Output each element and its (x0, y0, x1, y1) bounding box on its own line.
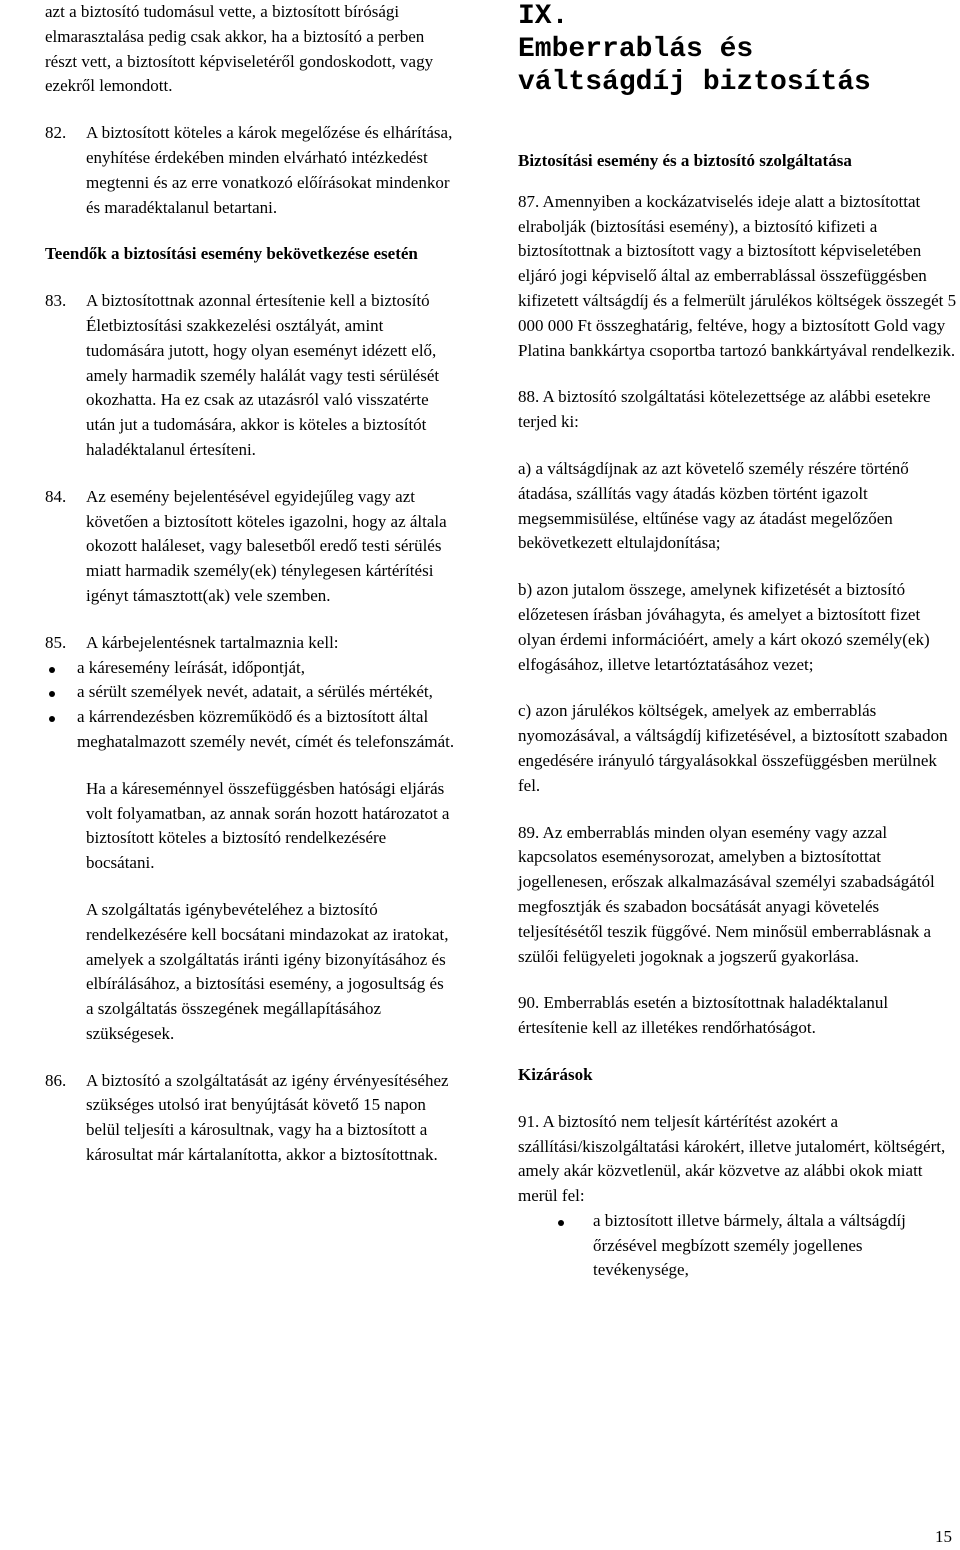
section-number: IX. (518, 1, 569, 32)
heading-duties: Teendők a biztosítási esemény bekövetkezése esetén (45, 244, 418, 264)
paragraph-91: 91. A biztosító nem teljesít kártérítést azokért a szállítási/kiszolgáltatási károkért, illetve jutalomért, költségért, amely akár közvetlenül, akár közvetve az alábbi okok miatt merül fel: (518, 1111, 946, 1206)
heading-event: Biztosítási esemény és a biztosító szolgáltatása (518, 151, 852, 170)
paragraph-83 (45, 289, 455, 463)
paragraph-authority: Ha a káreseménnyel összefüggésben hatósági eljárás volt folyamatban, az annak során hozott határozatot a biztosított köteles a biztosító rendelkezésére bocsátani. (86, 778, 450, 873)
paragraph-85 (45, 631, 455, 656)
bullet-icon (49, 691, 55, 697)
list-item: a sérült személyek nevét, adatait, a sérülés mértékét, (45, 680, 455, 705)
page-number: 15 (935, 1527, 952, 1546)
paragraph-82 (45, 121, 455, 220)
paragraph-number: 85. (45, 632, 67, 652)
paragraph-text: A kárbejelentésnek tartalmaznia kell: (86, 632, 339, 652)
section-title: Emberrablás és váltságdíj biztosítás (518, 34, 871, 98)
paragraph-90: 90. Emberrablás esetén a biztosítottnak haladéktalanul értesítenie kell az illetékes rendőrhatóságot. (518, 993, 889, 1038)
list-item: a káresemény leírását, időpontját, (45, 656, 455, 681)
list-item: a biztosított illetve bármely, általa a váltságdíj őrzésével megbízott személy jogellenes tevékenysége, (518, 1209, 960, 1283)
paragraph-number: 83. (45, 291, 67, 311)
list-item: a kárrendezésben közreműködő és a biztosított által meghatalmazott személy nevét, címét és telefonszámát. (45, 705, 455, 755)
left-column (45, 0, 455, 1168)
bullet-icon (49, 716, 55, 722)
bullet-list-85 (45, 656, 455, 755)
paragraph-text: A biztosított köteles a károk megelőzése és elhárítása, enyhítése érdekében minden elvárható intézkedést megtenni és az erre vonatkozó előírásokat mindenkor és maradéktalanul betartani. (86, 123, 453, 217)
paragraph-88a: a) a váltságdíjnak az azt követelő személy részére történő átadása, szállítás vagy átadás közben történt igazolt megsemmisülése, eltűnése vagy az átadást megelőzően bekövetkezett eltulajdonítása; (518, 458, 909, 553)
right-column (518, 0, 960, 1283)
intro-paragraph: azt a biztosító tudomásul vette, a biztosított bírósági elmarasztalása pedig csak akkor, ha a biztosító a perben részt vett, a biztosított képviseletéről gondoskodott, vagy ezekről lemondott. (45, 2, 434, 96)
paragraph-text: Az esemény bejelentésével egyidejűleg vagy azt követően a biztosított köteles igazolni, hogy az általa okozott haláleset, vagy balesetből eredő testi sérülés miatt harmadik személy(ek) ténylegesen kártérítési igényt támasztott(ak) vele szemben. (86, 486, 447, 605)
paragraph-88: 88. A biztosító szolgáltatási kötelezettsége az alábbi esetekre terjed ki: (518, 387, 931, 432)
paragraph-86 (45, 1069, 455, 1168)
paragraph-documents: A szolgáltatás igénybevételéhez a biztosító rendelkezésére kell bocsátani mindazokat az iratokat, amelyek a szolgáltatás iránti igény bizonyításához és elbírálásához, a biztosítási esemény, a jogosultság és a szolgáltatás összegének megállapításához szükségesek. (86, 899, 449, 1043)
paragraph-89: 89. Az emberrablás minden olyan esemény vagy azzal kapcsolatos eseménysorozat, amelyben a biztosítottat jogellenesen, erőszak alkalmazásával személyi szabadságától megfosztják és szabadon bocsátását anyagi követelés teljesítésétől teszik függővé. Nem minősül emberrablásnak a szülői felügyeleti jogoknak a jogszerű gyakorlása. (518, 822, 935, 966)
paragraph-number: 84. (45, 486, 67, 506)
bullet-list-91 (518, 1209, 960, 1283)
paragraph-text: A biztosítottnak azonnal értesítenie kell a biztosító Életbiztosítási szakkezelési osztályát, amint tudomására jutott, hogy olyan eseményt idézett elő, amely harmadik személy halálát vagy testi sérülését okozhatta. Ha ez csak az utazásról való visszatérte után jut a tudomására, akkor is köteles a biztosítót haladéktalanul értesíteni. (86, 291, 440, 459)
paragraph-number: 86. (45, 1070, 67, 1090)
paragraph-number: 82. (45, 123, 67, 143)
paragraph-text: A biztosító a szolgáltatását az igény érvényesítéséhez szükséges utolsó irat benyújtását követő 15 napon belül teljesíti a károsultnak, vagy ha a biztosított a károsultat már kártalanította, akkor a biztosítottnak. (86, 1070, 449, 1165)
paragraph-88c: c) azon járulékos költségek, amelyek az emberrablás nyomozásával, a váltságdíj kifizetésével, a biztosított szabadon engedésére irányuló tárgyalásokkal összefüggésben merülnek fel. (518, 701, 948, 795)
bullet-icon (558, 1220, 564, 1226)
paragraph-84 (45, 485, 455, 609)
heading-exclusions: Kizárások (518, 1064, 593, 1084)
paragraph-88b: b) azon jutalom összege, amelynek kifizetését a biztosító előzetesen írásban jóváhagyta, és amelyet a biztosított fizet olyan érdemi információért, amely a kárt okozó személy(ek) elfogásához, illetve letartóztatásához vezet; (518, 580, 930, 674)
paragraph-87: 87. Amennyiben a kockázatviselés ideje alatt a biztosítottat elrabolják (biztosítási esemény), a biztosító kifizeti a biztosítottnak a biztosított vagy a biztosított képviseletében eljáró jogi képviselő által az emberrablással összefüggésben kifizetett váltságdíj és a felmerült járulékos költségek összegét 5 000 000 Ft összeghatárig, feltéve, hogy a biztosított Gold vagy Platina bankkártya csoportba tartozó bankkártyával rendelkezik. (518, 191, 957, 360)
bullet-icon (49, 667, 55, 673)
